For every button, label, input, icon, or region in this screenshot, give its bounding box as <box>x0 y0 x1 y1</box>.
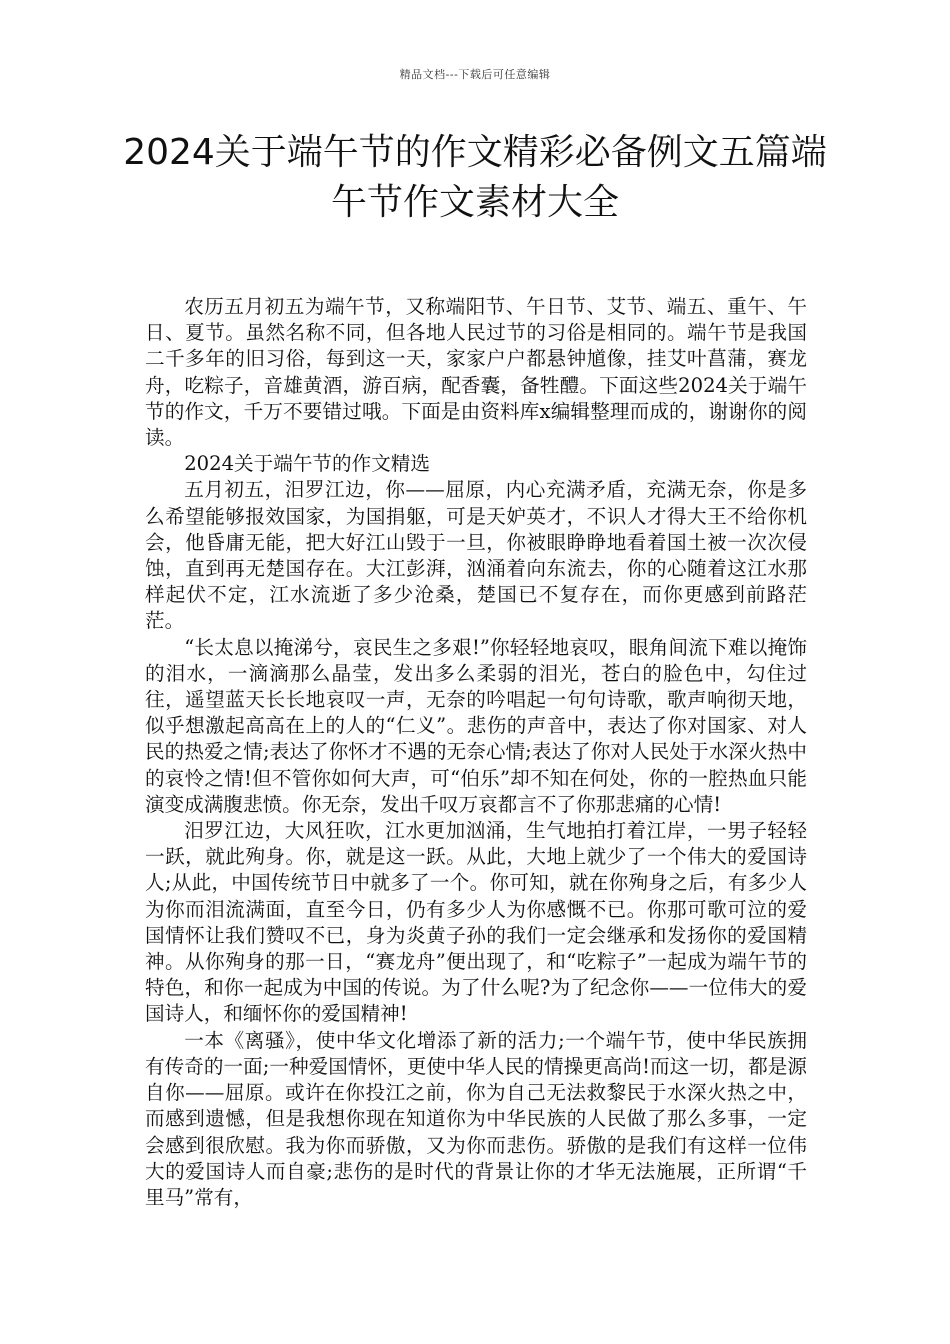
paragraph-section-heading: 2024关于端午节的作文精选 <box>184 452 430 476</box>
paragraph-intro: 农历五月初五为端午节，又称端阳节、午日节、艾节、端五、重午、午日、夏节。虽然名称不同，但各地人民过节的习俗是相同的。端午节是我国二千多年的旧习俗，每到这一天，家家户户都悬钟馗像，挂艾叶菖蒲，赛龙舟，吃粽子，音雄黄酒，游百病，配香囊，备牲醴。下面这些2024关于端午节的作文，千万不要错过哦。下面是由资料库x编辑整理而成的，谢谢你的阅读。 <box>145 295 807 450</box>
document-body <box>145 294 807 1211</box>
paragraph: 一本《离骚》，使中华文化增添了新的活力;一个端午节，使中华民族拥有传奇的一面;一种爱国情怀，更使中华人民的情操更高尚!而这一切，都是源自你——屈原。或许在你投江之前，你为自己无法救黎民于水深火热之中，而感到遗憾，但是我想你现在知道你为中华民族的人民做了那么多事，一定会感到很欣慰。我为你而骄傲，又为你而悲伤。骄傲的是我们有这样一位伟大的爱国诗人而自豪;悲伤的是时代的背景让你的才华无法施展，正所谓“千里马”常有， <box>145 1028 807 1209</box>
header-note: 精品文档---下载后可任意编辑 <box>399 68 551 81</box>
paragraph: 五月初五，汨罗江边，你——屈原，内心充满矛盾，充满无奈，你是多么希望能够报效国家，为国捐躯，可是天妒英才，不识人才得大王不给你机会，他昏庸无能，把大好江山毁于一旦，你被眼睁睁地看着国土被一次次侵蚀，直到再无楚国存在。大江彭湃，汹涌着向东流去，你的心随着这江水那样起伏不定，江水流逝了多少沧桑，楚国已不复存在，而你更感到前路茫茫。 <box>145 478 807 633</box>
paragraph: “长太息以掩涕兮，哀民生之多艰!”你轻轻地哀叹，眼角间流下难以掩饰的泪水，一滴滴那么晶莹，发出多么柔弱的泪光，苍白的脸色中，勾住过往，遥望蓝天长长地哀叹一声，无奈的吟唱起一句句诗歌，歌声响彻天地，似乎想激起高高在上的人的“仁义”。悲伤的声音中，表达了你对国家、对人民的热爱之情;表达了你怀才不遇的无奈心情;表达了你对人民处于水深火热中的哀怜之情!但不管你如何大声，可“伯乐”却不知在何处，你的一腔热血只能演变成满腹悲愤。你无奈，发出千叹万哀都言不了你那悲痛的心情! <box>145 635 807 816</box>
document-title: 2024关于端午节的作文精彩必备例文五篇端午节作文素材大全 <box>123 132 827 223</box>
paragraph: 汨罗江边，大风狂吹，江水更加汹涌，生气地拍打着江岸，一男子轻轻一跃，就此殉身。你，就是这一跃。从此，大地上就少了一个伟大的爱国诗人;从此，中国传统节日中就多了一个。你可知，就在你殉身之后，有多少人为你而泪流满面，直至今日，仍有多少人为你感慨不已。你那可歌可泣的爱国情怀让我们赞叹不已，身为炎黄子孙的我们一定会继承和发扬你的爱国精神。从你殉身的那一日，“赛龙舟”便出现了，和“吃粽子”一起成为端午节的特色，和你一起成为中国的传说。为了什么呢?为了纪念你——一位伟大的爱国诗人，和缅怀你的爱国精神! <box>145 819 807 1026</box>
